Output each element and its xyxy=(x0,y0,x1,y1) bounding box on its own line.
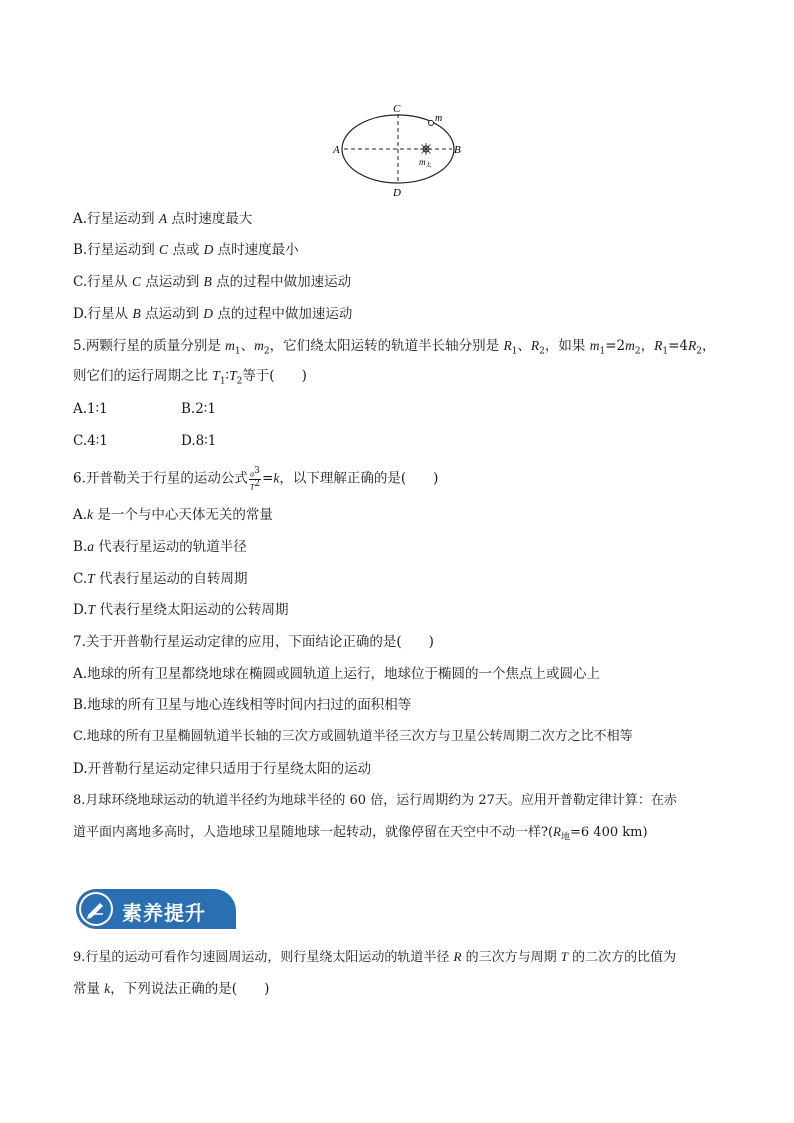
q6-option-a: A.k 是一个与中心天体无关的常量 xyxy=(73,507,273,523)
label-b: B xyxy=(454,144,461,156)
label-msun: $m_太$ xyxy=(419,157,432,169)
q5-option-c: C.4∶1 xyxy=(73,433,108,449)
q6-option-b: B.a 代表行星运动的轨道半径 xyxy=(73,539,247,555)
q8-stem-line1: 8.月球环绕地球运动的轨道半径约为地球半径的 60 倍，运行周期约为 27天。应用开普勒定律计算：在赤 xyxy=(73,793,677,808)
q8-stem-line2: 道平面内离地多高时，人造地球卫星随地球一起转动，就像停留在天空中不动一样$?(R_地=6$ 400 km) xyxy=(73,824,648,843)
q9-stem-line2: 常量 k，下列说法正确的是( ) xyxy=(73,981,270,997)
q5-option-d: D.8∶1 xyxy=(181,433,217,449)
q4-option-a: A.行星运动到 A 点时速度最大 xyxy=(73,211,253,227)
q7-option-c: C.地球的所有卫星椭圆轨道半长轴的三次方或圆轨道半径三次方与卫星公转周期二次方之比不相等 xyxy=(73,729,633,744)
pencil-badge-icon xyxy=(79,892,113,926)
label-c: C xyxy=(393,103,401,115)
q5-options-row2 xyxy=(73,432,217,450)
q7-option-a: A.地球的所有卫星都绕地球在椭圆或圆轨道上运行，地球位于椭圆的一个焦点上或圆心上 xyxy=(73,666,601,682)
label-m: m xyxy=(435,113,443,124)
orbit-diagram xyxy=(330,100,470,200)
q6-stem: 6.开普勒关于行星的运动公式 $\frac{a^3}{T^2}$ =k，以下理解正确的是( ) xyxy=(73,466,439,492)
q5-option-a: A.1∶1 xyxy=(73,401,108,417)
q9-stem-line1: 9.行星的运动可看作匀速圆周运动，则行星绕太阳运动的轨道半径 R 的三次方与周期 T 的二次方的比值为 xyxy=(73,949,677,965)
q6-option-c: C.T 代表行星运动的自转周期 xyxy=(73,571,248,587)
q6-option-d: D.T 代表行星绕太阳运动的公转周期 xyxy=(73,602,289,618)
q4-option-d: D.行星从 B 点运动到 D 点的过程中做加速运动 xyxy=(73,306,353,322)
q7-option-b: B.地球的所有卫星与地心连线相等时间内扫过的面积相等 xyxy=(73,697,412,713)
label-a: A xyxy=(333,144,340,156)
kepler-fraction: $\frac{a^3}{T^2}$ xyxy=(249,466,261,492)
planet-dot xyxy=(429,121,434,126)
q4-option-c: C.行星从 C 点运动到 B 点的过程中做加速运动 xyxy=(73,274,352,290)
label-d: D xyxy=(393,187,401,199)
section-banner xyxy=(76,889,236,929)
q5-stem-line2: 则它们的运行周期之比 $T_1∶T_2$等于( ) xyxy=(73,368,307,387)
section-title: 素养提升 xyxy=(122,901,206,925)
q4-option-b: B.行星运动到 C 点或 D 点时速度最小 xyxy=(73,242,299,258)
q7-stem: 7.关于开普勒行星运动定律的应用，下面结论正确的是( ) xyxy=(73,634,434,650)
sun-icon xyxy=(420,143,432,155)
q5-stem-line1: 5.两颗行星的质量分别是 $m_1$、$m_2$，它们绕太阳运转的轨道半长轴分别是 $R_1$、$R_2$，如果 $m_1=2m_2$，$R_1=4R_2$， xyxy=(73,338,716,357)
q5-options-row1 xyxy=(73,400,216,418)
q5-option-b: B.2∶1 xyxy=(181,401,216,417)
q7-option-d: D.开普勒行星运动定律只适用于行星绕太阳的运动 xyxy=(73,761,372,777)
